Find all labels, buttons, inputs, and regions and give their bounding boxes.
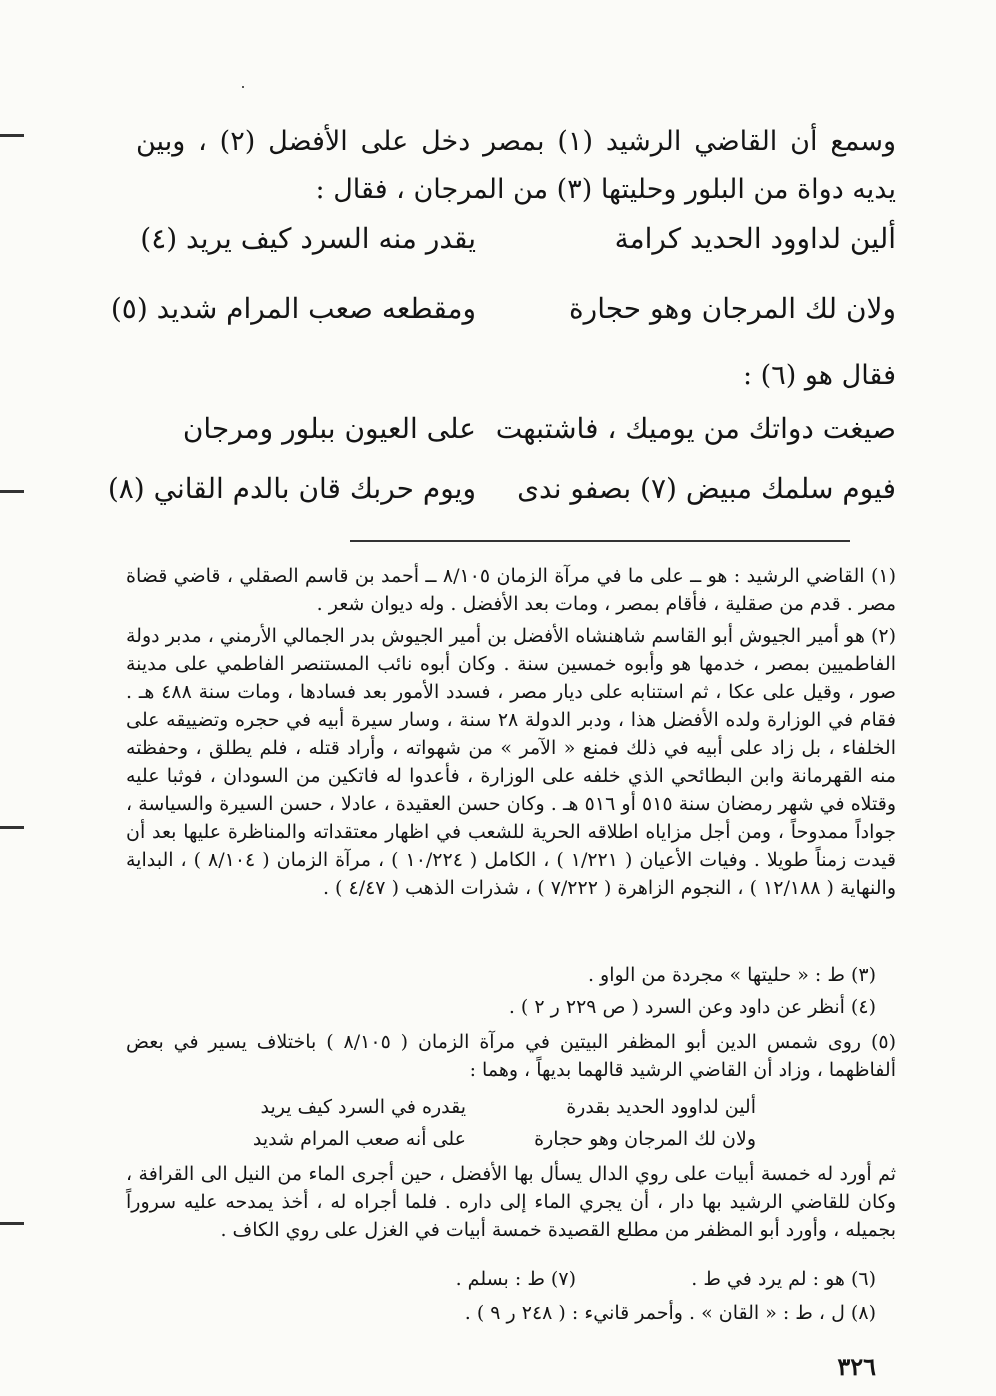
verse-line: [136, 222, 896, 282]
verse-first-hemistich: ألين لداوود الحديد كرامة: [614, 222, 896, 255]
footnote-separator: [350, 540, 850, 542]
margin-mark: [0, 134, 24, 137]
verse-second-hemistich: ومقطعه صعب المرام شديد (٥): [110, 292, 476, 325]
verse-first-hemistich: صيغت دواتك من يوميك ، فاشتبهت: [495, 412, 896, 445]
verse-line: [110, 292, 896, 352]
verse-line: [107, 472, 896, 532]
reply-line: فقال هو (٦) :: [742, 360, 896, 391]
ink-speck: [242, 86, 244, 88]
verse-second-hemistich: يقدره في السرد كيف يريد: [260, 1096, 466, 1118]
footnote-4: (٤) أنظر عن داود وعن السرد ( ص ٢٢٩ ر ٢ ) .: [508, 996, 876, 1018]
footnote-3: (٣) ط : « حليتها » مجردة من الواو .: [587, 964, 876, 986]
footnote-verse-line: [236, 1128, 756, 1158]
footnote-7: (٧) ط : بسلم .: [455, 1268, 576, 1290]
footnote-2: (٢) هو أمير الجيوش أبو القاسم شاهنشاه الأفضل بن أمير الجيوش بدر الجمالي الأرمني ، مدبر دولة الفاطميين بمصر ، خدمها هو وأبوه خمسين سنة . وكان أبوه نائب المستنصر الفاطمي على مدينة صور ، وقيل على عكا ، ثم استنابه على ديار مصر ، فسدد الأمور بعد فسادها ، ومات سنة ٤٨٨ هـ . فقام في الوزارة ولده الأفضل هذا ، ودبر الدولة ٢٨ سنة ، وسار سيرة أبيه في حجره وتضييقه على الخلفاء ، بل زاد على أبيه في ذلك فمنع « الآمر » من شهواته ، وأراد قتله ، فلم يطلق ، وحفظته منه القهرمانة وابن البطائحي الذي خلفه على الوزارة ، فأعدوا له فاتكين من السودان ، فوثبا عليه وقتلاه في شهر رمضان سنة ٥١٥ أو ٥١٦ هـ . وكان حسن العقيدة ، عادلا ، حسن السيرة والسياسة ، جواداً ممدوحاً ، ومن أجل مزاياه اطلاقه الحرية للشعب في اظهار معتقداته والمناظرة عليها بعد أن قيدت زمناً طويلا . وفيات الأعيان ( ١/٢٢١ ) ، الكامل ( ١٠/٢٢٤ ) ، مرآة الزمان ( ٨/١٠٤ ) ، البداية والنهاية ( ١٢/١٨٨ ) ، النجوم الزاهرة ( ٧/٢٢٢ ) ، شذرات الذهب ( ٤/٤٧ ) .: [126, 625, 897, 899]
margin-mark: [0, 1222, 24, 1225]
verse-first-hemistich: فيوم سلمك مبيض (٧) بصفو ندى: [517, 472, 896, 505]
page-number: ٣٢٦: [837, 1352, 876, 1381]
verse-first-hemistich: ولان لك المرجان وهو حجارة: [569, 292, 896, 325]
verse-second-hemistich: ويوم حربك قان بالدم القاني (٨): [107, 472, 476, 505]
verse-line: [136, 412, 896, 472]
footnote-5: (٥) روى شمس الدين أبو المظفر البيتين في مرآة الزمان ( ٨/١٠٥ ) باختلاف يسير في بعض ألفاظهما ، وزاد أن القاضي الرشيد قالهما بديهاً ، وهما :: [126, 1031, 896, 1081]
verse-second-hemistich: على أنه صعب المرام شديد: [252, 1128, 466, 1150]
footnote-1: (١) القاضي الرشيد : هو ــ على ما في مرآة الزمان ٨/١٠٥ ــ أحمد بن قاسم الصقلي ، قاضي قضاة مصر . قدم من صقلية ، فأقام بمصر ، ومات بعد الأفضل . وله ديوان شعر .: [126, 565, 896, 615]
intro-paragraph: وسمع أن القاضي الرشيد (١) بمصر دخل على الأفضل (٢) ، وبين يديه دواة من البلور وحليتها (٣) من المرجان ، فقال :: [136, 126, 896, 205]
verse-first-hemistich: ألين لداوود الحديد بقدرة: [566, 1096, 756, 1118]
footnote-8: (٨) ل ، ط : « القان » . وأحمر قانيء : ( ٢٤٨ ر ٩ ) .: [464, 1302, 876, 1324]
margin-mark: [0, 826, 24, 829]
margin-mark: [0, 490, 24, 493]
verse-second-hemistich: على العيون ببلور ومرجان: [182, 412, 476, 445]
verse-second-hemistich: يقدر منه السرد كيف يريد (٤): [140, 222, 476, 255]
footnote-5-continued: ثم أورد له خمسة أبيات على روي الدال يسأل بها الأفضل ، حين أجرى الماء من النيل الى القرافة ، وكان للقاضي الرشيد بها دار ، أن يجري الماء إلى داره . فلما أجراه له ، أخذ يمدحه عليه سروراً بجميله ، وأورد أبو المظفر من مطلع القصيدة خمسة أبيات في الغزل على روي الكاف .: [126, 1163, 896, 1241]
footnote-verse-line: [236, 1096, 756, 1126]
footnote-6: (٦) هو : لم يرد في ط .: [691, 1268, 876, 1290]
verse-first-hemistich: ولان لك المرجان وهو حجارة: [534, 1128, 756, 1150]
